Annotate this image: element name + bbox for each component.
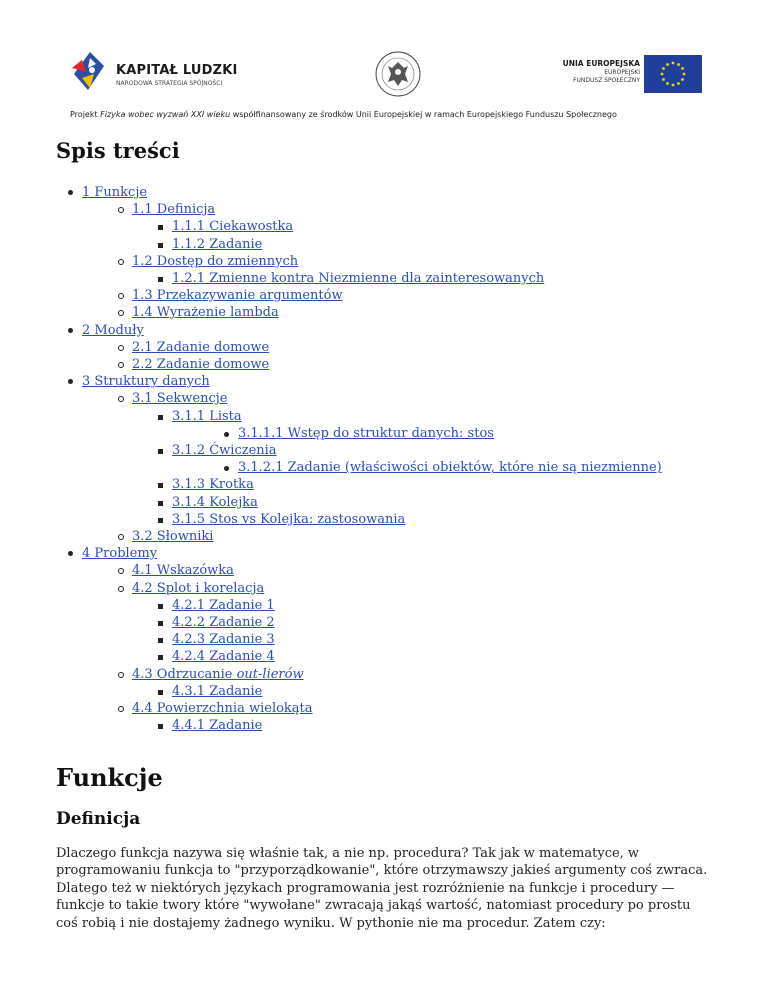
eu-line-1: UNIA EUROPEJSKA (562, 59, 640, 68)
bullet-icon (68, 328, 73, 333)
toc-link-label: 1.3 Przekazywanie argumentów (132, 288, 343, 304)
bullet-icon (118, 259, 124, 265)
toc-item (56, 322, 716, 339)
bullet-icon (118, 706, 124, 712)
eu-star (666, 63, 669, 66)
toc-link-label: 4.1 Wskazówka (132, 563, 234, 579)
toc-link[interactable] (172, 649, 275, 664)
bullet-icon (158, 449, 163, 454)
toc-link[interactable] (82, 546, 157, 561)
bullet-icon (158, 225, 163, 230)
bullet-icon (158, 724, 163, 729)
toc-item (56, 511, 716, 528)
toc-item (56, 459, 716, 476)
toc-link-label: 4.2.3 Zadanie 3 (172, 632, 275, 648)
toc-link[interactable] (172, 512, 405, 527)
bullet-icon (158, 277, 163, 282)
toc-link[interactable] (132, 701, 313, 716)
eu-star (662, 67, 665, 70)
bullet-icon (68, 190, 73, 195)
eu-star (683, 73, 686, 76)
bullet-icon (68, 379, 73, 384)
toc-item (56, 201, 716, 218)
toc-link[interactable] (132, 529, 213, 544)
toc-item (56, 373, 716, 390)
bullet-icon (118, 534, 124, 540)
toc-item (56, 666, 716, 683)
toc-item (56, 253, 716, 270)
toc-link[interactable] (132, 357, 269, 372)
toc-link[interactable] (132, 391, 227, 406)
toc-link[interactable] (132, 563, 234, 578)
toc-link[interactable] (82, 323, 144, 338)
toc-link[interactable] (172, 684, 262, 699)
body-paragraph: Dlaczego funkcja nazywa się właśnie tak, a nie np. procedura? Tak jak w matematyce, w programowaniu funkcja to "przyporządkowanie", które otrzymawszy jakieś argumenty coś zwraca. Dlatego też w niektórych językach programowania jest rozróżnienie na funkcje i procedury — funkcje to takie twory które "wywołane" zwracają jakąś wartość, natomiast procedury po prostu coś robią i nie dostajemy żadnego wyniku. W pythonie nie ma procedur. Zatem czy: (56, 845, 708, 931)
toc-link[interactable] (132, 288, 343, 303)
toc-link[interactable] (172, 271, 544, 286)
toc-link[interactable] (238, 426, 494, 441)
bullet-icon (224, 466, 229, 471)
toc-link-label: 2.2 Zadanie domowe (132, 357, 270, 373)
toc-item (56, 597, 716, 614)
toc-link[interactable] (172, 237, 262, 252)
bullet-icon (118, 310, 124, 316)
project-prefix: Projekt (70, 110, 101, 119)
toc-item (56, 408, 716, 425)
eu-line-3: FUNDUSZ SPOŁECZNY (573, 77, 640, 84)
toc-item (56, 356, 716, 373)
toc-item (56, 683, 716, 700)
main-content (56, 130, 716, 932)
eu-star (672, 62, 675, 65)
toc-link-label: 3 Struktury danych (82, 374, 210, 390)
bullet-icon (158, 621, 163, 626)
toc-link[interactable] (132, 202, 215, 217)
toc-link[interactable] (132, 667, 304, 682)
table-of-contents (56, 184, 716, 735)
bullet-icon (158, 655, 163, 660)
toc-item (56, 270, 716, 287)
toc-item (56, 442, 716, 459)
toc-item (56, 545, 716, 562)
toc-link-label: 4.2 Splot i korelacja (132, 580, 265, 596)
eu-star (661, 73, 664, 76)
bullet-icon (118, 672, 124, 678)
bullet-icon (158, 638, 163, 643)
bullet-icon (158, 415, 163, 420)
toc-item (56, 614, 716, 631)
toc-item (56, 218, 716, 235)
toc-link-label: 3.1.1.1 Wstęp do struktur danych: stos (238, 425, 494, 441)
toc-link[interactable] (238, 460, 662, 475)
toc-link-label: 1.2.1 Zmienne kontra Niezmienne dla zainteresowanych (172, 271, 545, 287)
eu-star (677, 82, 680, 85)
eu-star (681, 78, 684, 81)
bullet-icon (158, 501, 163, 506)
kapital-ludzki-logo (68, 44, 268, 100)
toc-link-label: 4.4 Powierzchnia wielokąta (132, 701, 313, 717)
kapital-ludzki-title: KAPITAŁ LUDZKI (116, 63, 238, 78)
toc-link-label: 4 Problemy (82, 546, 158, 562)
kapital-ludzki-emblem-icon (68, 44, 108, 94)
eu-star (662, 78, 665, 81)
toc-link[interactable] (172, 615, 275, 630)
toc-item (56, 236, 716, 253)
eu-logo (556, 55, 702, 95)
toc-list (56, 184, 716, 735)
toc-link-label: 1.1 Definicja (132, 202, 216, 218)
toc-link[interactable] (132, 254, 298, 269)
toc-link-label: 4.2.2 Zadanie 2 (172, 615, 275, 631)
toc-title: Spis treści (56, 138, 180, 163)
eu-star (666, 82, 669, 85)
toc-link[interactable] (82, 185, 147, 200)
toc-item (56, 717, 716, 734)
eu-star (677, 63, 680, 66)
toc-link-label: 4.2.4 Zadanie 4 (172, 649, 275, 665)
toc-link[interactable] (172, 495, 258, 510)
toc-item (56, 494, 716, 511)
bullet-icon (158, 483, 163, 488)
toc-link-label: 1 Funkcje (82, 185, 148, 200)
toc-link-label: 1.2 Dostęp do zmiennych (132, 253, 299, 269)
toc-item (56, 476, 716, 493)
toc-item (56, 184, 716, 201)
toc-link[interactable] (132, 305, 279, 320)
page-header (0, 0, 768, 130)
university-seal-icon (374, 50, 422, 98)
eu-line-2: EUROPEJSKI (604, 69, 640, 76)
bullet-icon (158, 690, 163, 695)
toc-link-label: 3.2 Słowniki (132, 529, 214, 545)
toc-link-label: 4.4.1 Zadanie (172, 718, 263, 734)
toc-link-label: 3.1.1 Lista (172, 408, 242, 424)
bullet-icon (118, 396, 124, 402)
toc-link[interactable] (172, 443, 277, 458)
bullet-icon (158, 243, 163, 248)
toc-item (56, 648, 716, 665)
project-suffix: współfinansowany ze środków Unii Europejskiej w ramach Europejskiego Funduszu Społecznego (230, 110, 617, 119)
toc-link-label: 4.3 Odrzucanie (132, 666, 237, 682)
toc-item (56, 390, 716, 407)
toc-item (56, 425, 716, 442)
toc-link-label: 3.1.2 Ćwiczenia (172, 443, 277, 459)
toc-item (56, 562, 716, 579)
bullet-icon (158, 518, 163, 523)
toc-link-label: 3.1.5 Stos vs Kolejka: zastosowania (172, 511, 406, 527)
project-funding-line (70, 110, 710, 119)
bullet-icon (118, 345, 124, 351)
toc-link[interactable] (172, 598, 275, 613)
bullet-icon (118, 568, 124, 574)
toc-link-label: 4.3.1 Zadanie (172, 683, 263, 699)
toc-item (56, 339, 716, 356)
kapital-ludzki-subtitle: NARODOWA STRATEGIA SPÓJNOŚCI (116, 80, 223, 87)
bullet-icon (118, 586, 124, 592)
toc-link-label: 3.1 Sekwencje (132, 391, 228, 407)
toc-item (56, 528, 716, 545)
eu-star (672, 84, 675, 87)
toc-link[interactable] (172, 477, 254, 492)
eu-flag-icon (644, 55, 702, 93)
toc-link-label: 3.1.4 Kolejka (172, 494, 258, 510)
toc-link-italic: out-lierów (236, 666, 304, 682)
project-name: Fizyka wobec wyzwań XXI wieku (100, 110, 231, 119)
bullet-icon (68, 551, 73, 556)
toc-link-label: 2.1 Zadanie domowe (132, 339, 270, 355)
toc-link-label: 3.1.3 Krotka (172, 477, 254, 493)
toc-item (56, 700, 716, 717)
toc-link[interactable] (82, 374, 210, 389)
bullet-icon (118, 207, 124, 213)
toc-link[interactable] (132, 581, 264, 596)
toc-item (56, 287, 716, 304)
section-heading-funkcje: Funkcje (56, 762, 163, 792)
toc-link[interactable] (172, 219, 293, 234)
eu-text (563, 58, 640, 85)
toc-link[interactable] (172, 409, 242, 424)
toc-link[interactable] (172, 632, 275, 647)
eu-star (681, 67, 684, 70)
bullet-icon (224, 432, 229, 437)
toc-link-label: 4.2.1 Zadanie 1 (172, 597, 275, 613)
toc-item (56, 631, 716, 648)
toc-link-label: 1.4 Wyrażenie lambda (132, 305, 279, 321)
bullet-icon (118, 293, 124, 299)
toc-link-label: 2 Moduły (82, 322, 144, 338)
toc-item (56, 304, 716, 321)
toc-link[interactable] (132, 340, 269, 355)
toc-item (56, 580, 716, 597)
toc-link-label: 1.1.2 Zadanie (172, 236, 263, 252)
toc-link[interactable] (172, 718, 262, 733)
bullet-icon (158, 604, 163, 609)
toc-link-label: 1.1.1 Ciekawostka (172, 219, 294, 235)
subsection-heading-definicja: Definicja (56, 808, 141, 829)
toc-link-label: 3.1.2.1 Zadanie (właściwości obiektów, które nie są niezmienne) (238, 460, 662, 476)
bullet-icon (118, 362, 124, 368)
